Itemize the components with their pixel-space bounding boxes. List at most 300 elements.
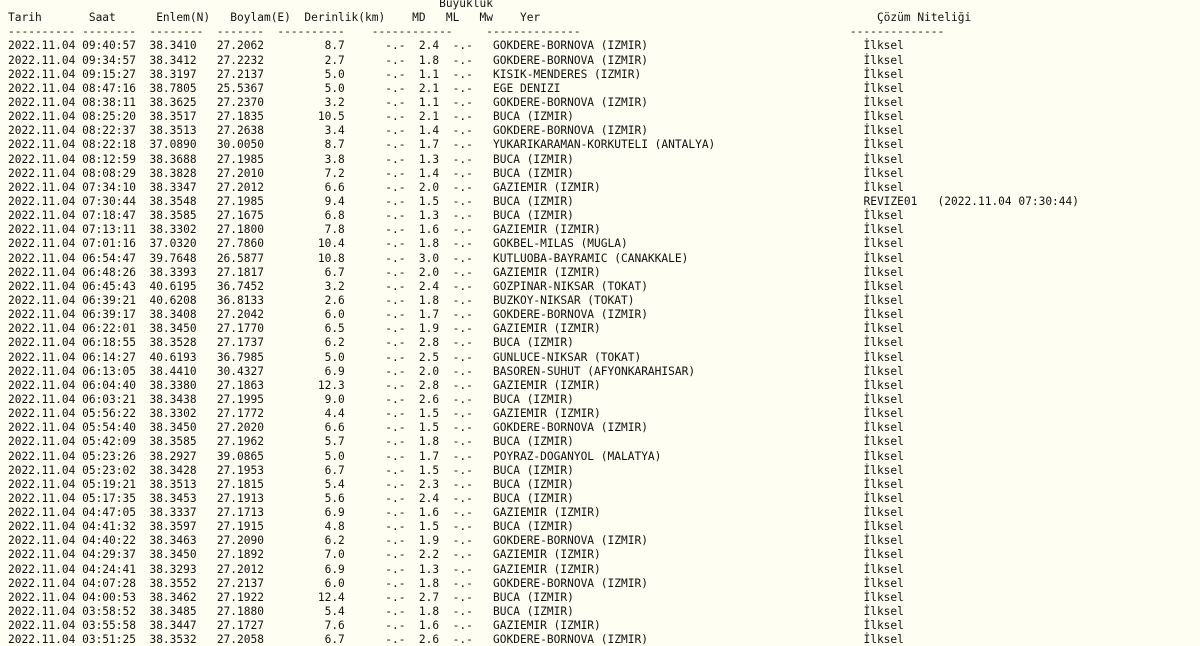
event-latitude: 39.7648 (149, 251, 217, 265)
event-md: -.- (385, 53, 419, 67)
event-mw: -.- (452, 477, 494, 491)
event-latitude: 38.3438 (149, 392, 217, 406)
event-mw: -.- (452, 407, 494, 421)
event-place: GOKDERE-BORNOVA (IZMIR) (493, 633, 864, 646)
event-quality: İlksel (863, 435, 904, 449)
event-ml: 2.0 (418, 364, 453, 378)
event-place: BUCA (IZMIR) (493, 152, 864, 166)
event-time: 08:12:59 (82, 152, 150, 166)
event-row (8, 110, 1079, 124)
event-mw: -.- (452, 322, 494, 336)
event-time: 06:04:40 (82, 378, 150, 392)
event-md: -.- (385, 435, 419, 449)
event-date: 2022.11.04 (8, 237, 83, 251)
event-mw: -.- (452, 491, 494, 505)
event-quality: REVIZE01 (2022.11.04 07:30:44) (863, 194, 1080, 208)
event-mw: -.- (452, 562, 494, 576)
event-longitude: 27.1817 (216, 265, 271, 279)
event-quality: İlksel (863, 520, 904, 534)
event-ml: 1.1 (418, 67, 453, 81)
event-date: 2022.11.04 (8, 392, 83, 406)
col-ml-header: ML (445, 11, 480, 25)
event-mw: -.- (452, 67, 494, 81)
event-place: GAZIEMIR (IZMIR) (493, 562, 864, 576)
event-row (8, 167, 1079, 181)
event-mw: -.- (452, 138, 494, 152)
event-depth: 7.8 (270, 223, 386, 237)
event-latitude: 38.3302 (149, 407, 217, 421)
event-depth: 8.7 (270, 39, 386, 53)
event-mw: -.- (452, 251, 494, 265)
event-longitude: 27.2638 (216, 124, 271, 138)
event-ml: 2.8 (418, 336, 453, 350)
event-depth: 6.2 (270, 336, 386, 350)
event-date: 2022.11.04 (8, 421, 83, 435)
event-time: 04:41:32 (82, 520, 150, 534)
event-mw: -.- (452, 194, 494, 208)
event-longitude: 36.7985 (216, 350, 271, 364)
event-row (8, 407, 1079, 421)
event-date: 2022.11.04 (8, 491, 83, 505)
event-mw: -.- (452, 95, 494, 109)
event-md: -.- (385, 477, 419, 491)
event-row (8, 464, 1079, 478)
event-place: BASOREN-SUHUT (AFYONKARAHISAR) (493, 364, 864, 378)
event-latitude: 38.2927 (149, 449, 217, 463)
event-time: 05:23:26 (82, 449, 150, 463)
event-quality: İlksel (863, 293, 904, 307)
event-md: -.- (385, 336, 419, 350)
event-place: GOKDERE-BORNOVA (IZMIR) (493, 421, 864, 435)
event-time: 08:22:37 (82, 124, 150, 138)
event-quality: İlksel (863, 463, 904, 477)
event-longitude: 30.4327 (216, 364, 271, 378)
event-longitude: 27.1772 (216, 407, 271, 421)
event-date: 2022.11.04 (8, 194, 83, 208)
event-md: -.- (385, 421, 419, 435)
event-depth: 6.7 (270, 463, 386, 477)
event-place: KUTLUOBA-BAYRAMIC (CANAKKALE) (493, 251, 864, 265)
event-quality: İlksel (863, 392, 904, 406)
event-ml: 2.1 (418, 81, 453, 95)
event-place: GAZIEMIR (IZMIR) (493, 265, 864, 279)
event-mw: -.- (452, 548, 494, 562)
event-mw: -.- (452, 39, 494, 53)
event-ml: 1.8 (418, 293, 453, 307)
event-place: GAZIEMIR (IZMIR) (493, 322, 864, 336)
event-md: -.- (385, 223, 419, 237)
event-depth: 6.9 (270, 364, 386, 378)
event-depth: 5.0 (270, 350, 386, 364)
event-depth: 6.5 (270, 322, 386, 336)
event-time: 06:45:43 (82, 279, 150, 293)
event-place: POYRAZ-DOGANYOL (MALATYA) (493, 449, 864, 463)
event-place: BUCA (IZMIR) (493, 477, 864, 491)
event-md: -.- (385, 293, 419, 307)
event-mw: -.- (452, 590, 494, 604)
event-place: GAZIEMIR (IZMIR) (493, 506, 864, 520)
event-date: 2022.11.04 (8, 265, 83, 279)
event-latitude: 38.3485 (149, 605, 217, 619)
event-longitude: 39.0865 (216, 449, 271, 463)
event-depth: 3.2 (270, 95, 386, 109)
event-latitude: 38.3450 (149, 421, 217, 435)
event-mw: -.- (452, 576, 494, 590)
event-date: 2022.11.04 (8, 619, 83, 633)
event-row (8, 534, 1079, 548)
event-quality: İlksel (863, 237, 904, 251)
event-mw: -.- (452, 265, 494, 279)
event-latitude: 38.3828 (149, 166, 217, 180)
event-time: 06:14:27 (82, 350, 150, 364)
event-time: 03:51:25 (82, 633, 150, 646)
event-latitude: 38.3347 (149, 180, 217, 194)
event-place: BUCA (IZMIR) (493, 463, 864, 477)
event-depth: 6.0 (270, 308, 386, 322)
event-place: BUCA (IZMIR) (493, 392, 864, 406)
event-md: -.- (385, 237, 419, 251)
event-longitude: 36.7452 (216, 279, 271, 293)
event-latitude: 38.3337 (149, 506, 217, 520)
event-row (8, 153, 1079, 167)
magnitude-group-label: Büyüklük (439, 0, 493, 10)
event-mw: -.- (452, 392, 494, 406)
event-quality: İlksel (863, 265, 904, 279)
event-latitude: 40.6193 (149, 350, 217, 364)
event-quality: İlksel (863, 209, 904, 223)
event-row (8, 633, 1079, 646)
event-row (8, 266, 1079, 280)
event-ml: 1.7 (418, 138, 453, 152)
event-latitude: 38.3380 (149, 378, 217, 392)
event-row (8, 605, 1079, 619)
event-place: BUCA (IZMIR) (493, 110, 864, 124)
event-longitude: 27.1995 (216, 392, 271, 406)
event-longitude: 27.2137 (216, 576, 271, 590)
event-latitude: 38.3688 (149, 152, 217, 166)
event-row (8, 294, 1079, 308)
event-md: -.- (385, 407, 419, 421)
event-latitude: 38.3463 (149, 534, 217, 548)
magnitude-group-header (8, 0, 1079, 11)
event-time: 08:47:16 (82, 81, 150, 95)
event-md: -.- (385, 491, 419, 505)
event-row (8, 138, 1079, 152)
event-place: GAZIEMIR (IZMIR) (493, 223, 864, 237)
event-longitude: 27.2012 (216, 562, 271, 576)
event-latitude: 38.3625 (149, 95, 217, 109)
event-longitude: 27.1922 (216, 590, 271, 604)
event-longitude: 27.2062 (216, 39, 271, 53)
event-time: 04:47:05 (82, 506, 150, 520)
event-place: GAZIEMIR (IZMIR) (493, 378, 864, 392)
event-date: 2022.11.04 (8, 223, 83, 237)
event-quality: İlksel (863, 180, 904, 194)
event-md: -.- (385, 265, 419, 279)
event-row (8, 619, 1079, 633)
col-quality-header: Çözüm Niteliği (876, 11, 972, 25)
event-time: 06:03:21 (82, 392, 150, 406)
event-place: GAZIEMIR (IZMIR) (493, 407, 864, 421)
event-date: 2022.11.04 (8, 53, 83, 67)
event-latitude: 38.3450 (149, 548, 217, 562)
event-quality: İlksel (863, 223, 904, 237)
event-ml: 1.3 (418, 209, 453, 223)
event-longitude: 27.1675 (216, 209, 271, 223)
event-mw: -.- (452, 180, 494, 194)
event-depth: 7.2 (270, 166, 386, 180)
event-time: 07:13:11 (82, 223, 150, 237)
event-md: -.- (385, 110, 419, 124)
event-mw: -.- (452, 534, 494, 548)
event-latitude: 38.3552 (149, 576, 217, 590)
event-mw: -.- (452, 336, 494, 350)
event-date: 2022.11.04 (8, 520, 83, 534)
event-ml: 1.8 (418, 576, 453, 590)
event-time: 08:08:29 (82, 166, 150, 180)
event-latitude: 37.0320 (149, 237, 217, 251)
event-longitude: 27.2010 (216, 166, 271, 180)
event-place: BUCA (IZMIR) (493, 491, 864, 505)
event-time: 07:18:47 (82, 209, 150, 223)
event-quality: İlksel (863, 39, 904, 53)
event-quality: İlksel (863, 491, 904, 505)
event-row (8, 577, 1079, 591)
event-longitude: 27.2137 (216, 67, 271, 81)
event-latitude: 38.3462 (149, 590, 217, 604)
event-quality: İlksel (863, 124, 904, 138)
event-md: -.- (385, 534, 419, 548)
event-ml: 1.3 (418, 152, 453, 166)
event-mw: -.- (452, 463, 494, 477)
event-place: GAZIEMIR (IZMIR) (493, 548, 864, 562)
event-quality: İlksel (863, 633, 904, 646)
event-longitude: 27.1835 (216, 110, 271, 124)
event-md: -.- (385, 322, 419, 336)
event-latitude: 38.3597 (149, 520, 217, 534)
event-depth: 9.0 (270, 392, 386, 406)
event-depth: 10.4 (270, 237, 386, 251)
event-md: -.- (385, 166, 419, 180)
event-place: BUCA (IZMIR) (493, 605, 864, 619)
event-time: 06:54:47 (82, 251, 150, 265)
event-quality: İlksel (863, 336, 904, 350)
event-mw: -.- (452, 364, 494, 378)
event-time: 06:22:01 (82, 322, 150, 336)
event-date: 2022.11.04 (8, 633, 83, 646)
event-latitude: 38.3453 (149, 491, 217, 505)
event-depth: 6.7 (270, 633, 386, 646)
event-ml: 1.6 (418, 619, 453, 633)
event-quality: İlksel (863, 576, 904, 590)
col-md-header: MD (412, 11, 446, 25)
event-longitude: 27.1915 (216, 520, 271, 534)
event-time: 06:18:55 (82, 336, 150, 350)
pad (8, 0, 439, 10)
event-place: EGE DENIZI (493, 81, 864, 95)
event-date: 2022.11.04 (8, 209, 83, 223)
event-quality: İlksel (863, 506, 904, 520)
event-longitude: 36.8133 (216, 293, 271, 307)
event-latitude: 40.6195 (149, 279, 217, 293)
event-quality: İlksel (863, 449, 904, 463)
event-longitude: 27.2370 (216, 95, 271, 109)
col-date-header: Tarih (8, 11, 89, 25)
event-depth: 9.4 (270, 194, 386, 208)
event-ml: 2.4 (418, 491, 453, 505)
event-quality: İlksel (863, 308, 904, 322)
event-mw: -.- (452, 378, 494, 392)
event-date: 2022.11.04 (8, 449, 83, 463)
event-row (8, 181, 1079, 195)
event-time: 08:38:11 (82, 95, 150, 109)
event-md: -.- (385, 562, 419, 576)
event-date: 2022.11.04 (8, 81, 83, 95)
event-time: 07:01:16 (82, 237, 150, 251)
event-ml: 1.8 (418, 435, 453, 449)
event-latitude: 38.3302 (149, 223, 217, 237)
event-depth: 5.4 (270, 605, 386, 619)
event-time: 08:25:20 (82, 110, 150, 124)
earthquake-listing (8, 0, 1079, 646)
event-depth: 6.2 (270, 534, 386, 548)
event-longitude: 26.5877 (216, 251, 271, 265)
event-md: -.- (385, 605, 419, 619)
event-longitude: 27.1815 (216, 477, 271, 491)
event-longitude: 27.1800 (216, 223, 271, 237)
event-latitude: 38.4410 (149, 364, 217, 378)
event-ml: 2.5 (418, 350, 453, 364)
event-place: KISIK-MENDERES (IZMIR) (493, 67, 864, 81)
event-md: -.- (385, 67, 419, 81)
event-quality: İlksel (863, 619, 904, 633)
event-place: GOKDERE-BORNOVA (IZMIR) (493, 308, 864, 322)
event-place: BUZKOY-NIKSAR (TOKAT) (493, 293, 864, 307)
event-md: -.- (385, 209, 419, 223)
event-row (8, 82, 1079, 96)
event-row (8, 478, 1079, 492)
event-quality: İlksel (863, 81, 904, 95)
event-place: GOKDERE-BORNOVA (IZMIR) (493, 576, 864, 590)
event-time: 04:07:28 (82, 576, 150, 590)
event-mw: -.- (452, 619, 494, 633)
event-time: 08:22:18 (82, 138, 150, 152)
event-mw: -.- (452, 449, 494, 463)
event-longitude: 27.1770 (216, 322, 271, 336)
event-place: GAZIEMIR (IZMIR) (493, 180, 864, 194)
event-date: 2022.11.04 (8, 477, 83, 491)
event-row (8, 379, 1079, 393)
event-depth: 6.9 (270, 562, 386, 576)
event-md: -.- (385, 350, 419, 364)
event-time: 06:39:21 (82, 293, 150, 307)
event-mw: -.- (452, 53, 494, 67)
event-time: 09:40:57 (82, 39, 150, 53)
event-ml: 1.7 (418, 308, 453, 322)
event-longitude: 25.5367 (216, 81, 271, 95)
event-depth: 12.3 (270, 378, 386, 392)
event-mw: -.- (452, 152, 494, 166)
event-quality: İlksel (863, 421, 904, 435)
event-latitude: 38.3393 (149, 265, 217, 279)
event-quality: İlksel (863, 407, 904, 421)
event-latitude: 38.3408 (149, 308, 217, 322)
event-depth: 5.0 (270, 449, 386, 463)
event-depth: 3.4 (270, 124, 386, 138)
event-longitude: 27.2090 (216, 534, 271, 548)
event-ml: 1.8 (418, 53, 453, 67)
event-quality: İlksel (863, 590, 904, 604)
event-ml: 1.5 (418, 421, 453, 435)
event-latitude: 38.3585 (149, 209, 217, 223)
event-longitude: 27.1892 (216, 548, 271, 562)
event-date: 2022.11.04 (8, 435, 83, 449)
event-time: 04:40:22 (82, 534, 150, 548)
event-latitude: 37.0890 (149, 138, 217, 152)
event-date: 2022.11.04 (8, 407, 83, 421)
event-date: 2022.11.04 (8, 364, 83, 378)
event-latitude: 38.3412 (149, 53, 217, 67)
event-md: -.- (385, 308, 419, 322)
event-mw: -.- (452, 110, 494, 124)
event-time: 06:13:05 (82, 364, 150, 378)
event-latitude: 38.3528 (149, 336, 217, 350)
event-time: 05:19:21 (82, 477, 150, 491)
event-ml: 2.1 (418, 110, 453, 124)
event-quality: İlksel (863, 378, 904, 392)
event-md: -.- (385, 124, 419, 138)
event-date: 2022.11.04 (8, 180, 83, 194)
event-row (8, 393, 1079, 407)
event-quality: İlksel (863, 138, 904, 152)
event-quality: İlksel (863, 95, 904, 109)
event-quality: İlksel (863, 53, 904, 67)
event-time: 04:29:37 (82, 548, 150, 562)
event-ml: 1.7 (418, 449, 453, 463)
event-date: 2022.11.04 (8, 506, 83, 520)
event-date: 2022.11.04 (8, 562, 83, 576)
event-quality: İlksel (863, 562, 904, 576)
event-md: -.- (385, 506, 419, 520)
event-depth: 3.8 (270, 152, 386, 166)
event-depth: 5.0 (270, 81, 386, 95)
event-depth: 6.8 (270, 209, 386, 223)
event-md: -.- (385, 152, 419, 166)
event-depth: 6.0 (270, 576, 386, 590)
event-mw: -.- (452, 350, 494, 364)
event-depth: 2.6 (270, 293, 386, 307)
event-date: 2022.11.04 (8, 576, 83, 590)
event-row (8, 591, 1079, 605)
event-date: 2022.11.04 (8, 350, 83, 364)
event-longitude: 27.1985 (216, 194, 271, 208)
event-md: -.- (385, 619, 419, 633)
column-header-row (8, 11, 1079, 25)
event-latitude: 38.3428 (149, 463, 217, 477)
event-place: GAZIEMIR (IZMIR) (493, 619, 864, 633)
event-mw: -.- (452, 279, 494, 293)
event-mw: -.- (452, 293, 494, 307)
event-date: 2022.11.04 (8, 39, 83, 53)
event-date: 2022.11.04 (8, 152, 83, 166)
event-depth: 5.7 (270, 435, 386, 449)
event-latitude: 40.6208 (149, 293, 217, 307)
event-ml: 2.0 (418, 180, 453, 194)
col-depth-header: Derinlik(km) (304, 11, 413, 25)
event-longitude: 27.1863 (216, 378, 271, 392)
event-ml: 1.3 (418, 562, 453, 576)
event-ml: 1.5 (418, 407, 453, 421)
